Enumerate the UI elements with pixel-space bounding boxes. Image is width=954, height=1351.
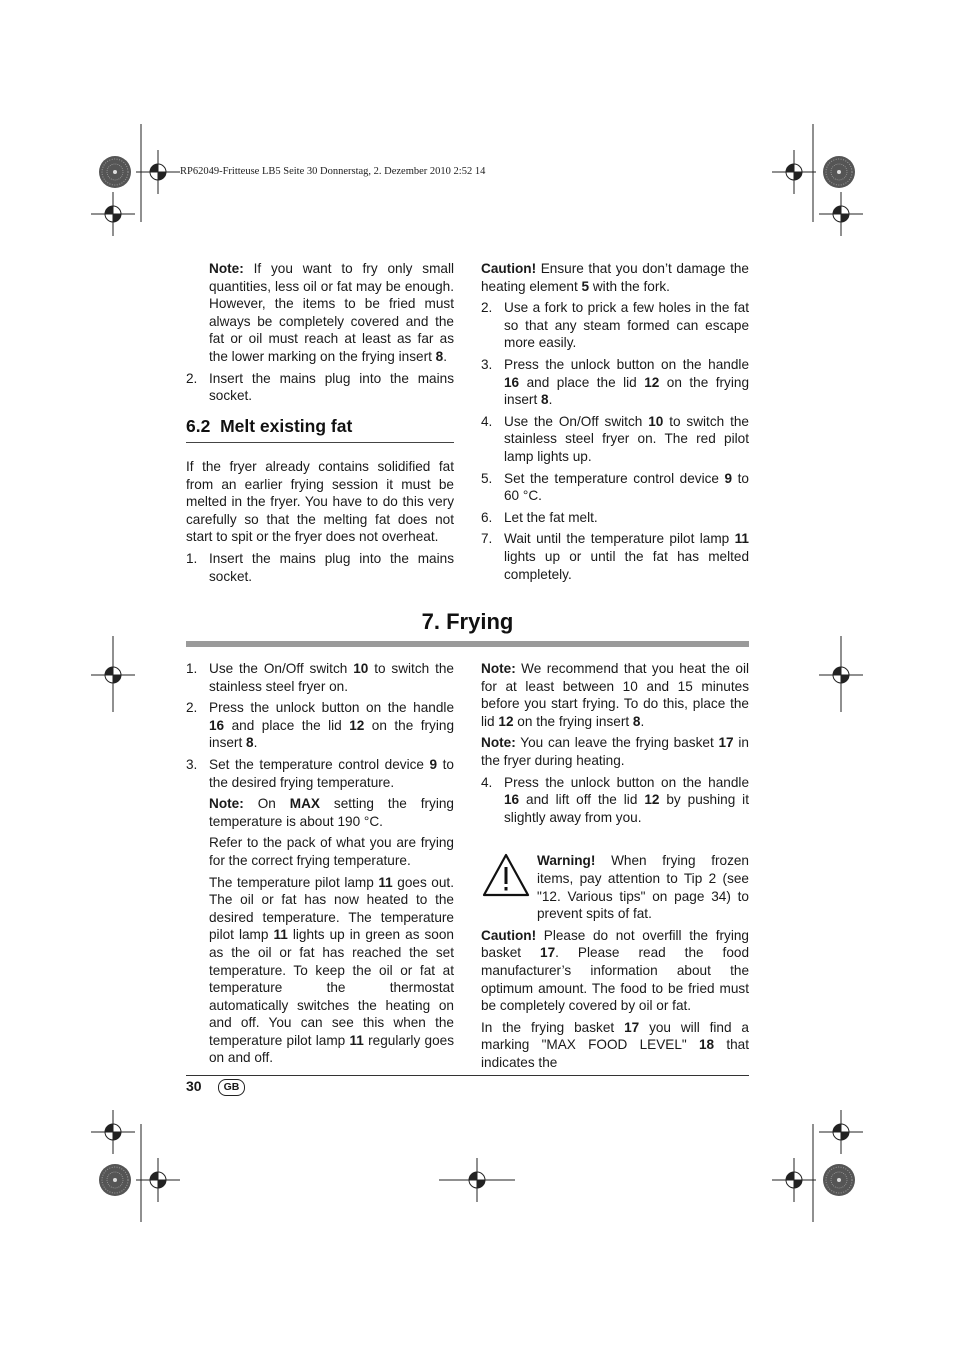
registration-cross-icon	[136, 150, 180, 194]
registration-star-icon	[823, 1164, 855, 1196]
right-column-bottom	[481, 660, 749, 1075]
caution-overfill: Caution! Please do not overfill the frying basket 17. Please read the food manufacturer’s information about the optimum amount. The food to be fried must be completely covered by oil or fat.	[481, 927, 750, 1014]
registration-star-icon	[99, 1164, 131, 1196]
registration-cross-icon	[91, 192, 135, 236]
registration-cross-icon	[772, 150, 816, 194]
heading-rule-bar	[186, 641, 749, 647]
note-small-quantities: Note: If you want to fry only small quantities, less oil or fat may be enough. However, the items to be fried must always be completely covered and the fat or oil must reach at least as far as the lower marking on the frying insert 8.	[209, 261, 454, 364]
page-number: 30	[186, 1078, 202, 1094]
list-item: 2. Use a fork to prick a few holes in the fat so that any steam formed can escape more easily.	[481, 300, 749, 351]
warning-triangle-icon	[481, 852, 537, 903]
warning-frozen-items: Warning! When frying frozen items, pay attention to Tip 2 (see "12. Various tips" on page 34) to prevent spits of fat.	[481, 852, 749, 922]
refer-to-pack: Refer to the pack of what you are frying for the correct frying temperature.	[209, 835, 454, 868]
list-item: 6. Let the fat melt.	[481, 509, 598, 525]
language-badge: GB	[218, 1079, 245, 1096]
note-basket-heating: Note: You can leave the frying basket 17 in the fryer during heating.	[481, 735, 749, 768]
registration-cross-icon	[819, 1110, 863, 1154]
left-column-bottom	[186, 660, 454, 1071]
list-item: 2. Insert the mains plug into the mains socket.	[186, 370, 454, 404]
note-max-setting: Note: On MAX setting the frying temperature is about 190 °C.	[209, 796, 454, 829]
list-item: 2. Press the unlock button on the handle 16 and place the lid 12 on the frying insert 8.	[186, 700, 454, 751]
section-heading-6-2: 6.2 Melt existing fat	[186, 416, 454, 443]
list-item: 7. Wait until the temperature pilot lamp 11 lights up or until the fat has melted completely.	[481, 531, 749, 582]
right-column-top	[481, 260, 749, 587]
list-item: 1. Use the On/Off switch 10 to switch the stainless steel fryer on.	[186, 661, 454, 694]
footer-rule	[186, 1075, 749, 1076]
section-heading-7-frying: 7. Frying	[421, 609, 514, 634]
print-slug: RP62049-Fritteuse LB5 Seite 30 Donnerstag, 2. Dezember 2010 2:52 14	[180, 166, 486, 177]
list-item: 4. Press the unlock button on the handle 16 and lift off the lid 12 by pushing it slightly away from you.	[481, 774, 749, 825]
list-item: 4. Use the On/Off switch 10 to switch the stainless steel fryer on. The red pilot lamp lights up.	[481, 413, 749, 464]
list-item: 1. Insert the mains plug into the mains socket.	[186, 550, 454, 584]
registration-star-icon	[99, 156, 131, 188]
left-column-top	[186, 260, 454, 409]
pilot-lamp-explanation: The temperature pilot lamp 11 goes out. The oil or fat has now heated to the desired temperature. The temperature pilot lamp 11 lights up in green as soon as the oil or fat has reached the set temperature. To keep the oil or fat at temperature the thermostat automatically switches the heating on and off. You can see this when the temperature pilot lamp 11 regularly goes on and off.	[209, 874, 454, 1066]
section-intro: If the fryer already contains solidified fat from an earlier frying session it must be melted in the fryer. You have to do this very carefully so that the melting fat does not start to spit or the fryer does not overheat.	[186, 459, 454, 545]
registration-cross-icon	[819, 192, 863, 236]
registration-star-icon	[823, 156, 855, 188]
list-item: 3. Set the temperature control device 9 to the desired frying temperature.	[186, 756, 454, 790]
registration-cross-icon	[772, 1158, 816, 1202]
note-preheat: Note: We recommend that you heat the oil for at least between 10 and 15 minutes before you start frying. To do this, place the lid 12 on the frying insert 8.	[481, 661, 749, 729]
list-item: 5. Set the temperature control device 9 to 60 °C.	[481, 470, 749, 504]
registration-cross-icon	[91, 1110, 135, 1154]
list-item: 3. Press the unlock button on the handle 16 and place the lid 12 on the frying insert 8.	[481, 356, 749, 408]
registration-cross-icon	[136, 1158, 180, 1202]
caution-heating-element: Caution! Ensure that you don’t damage the heating element 5 with the fork.	[481, 261, 749, 294]
basket-marking: In the frying basket 17 you will find a marking "MAX FOOD LEVEL" 18 that indicates the	[481, 1019, 749, 1070]
melt-fat-section	[186, 458, 454, 589]
